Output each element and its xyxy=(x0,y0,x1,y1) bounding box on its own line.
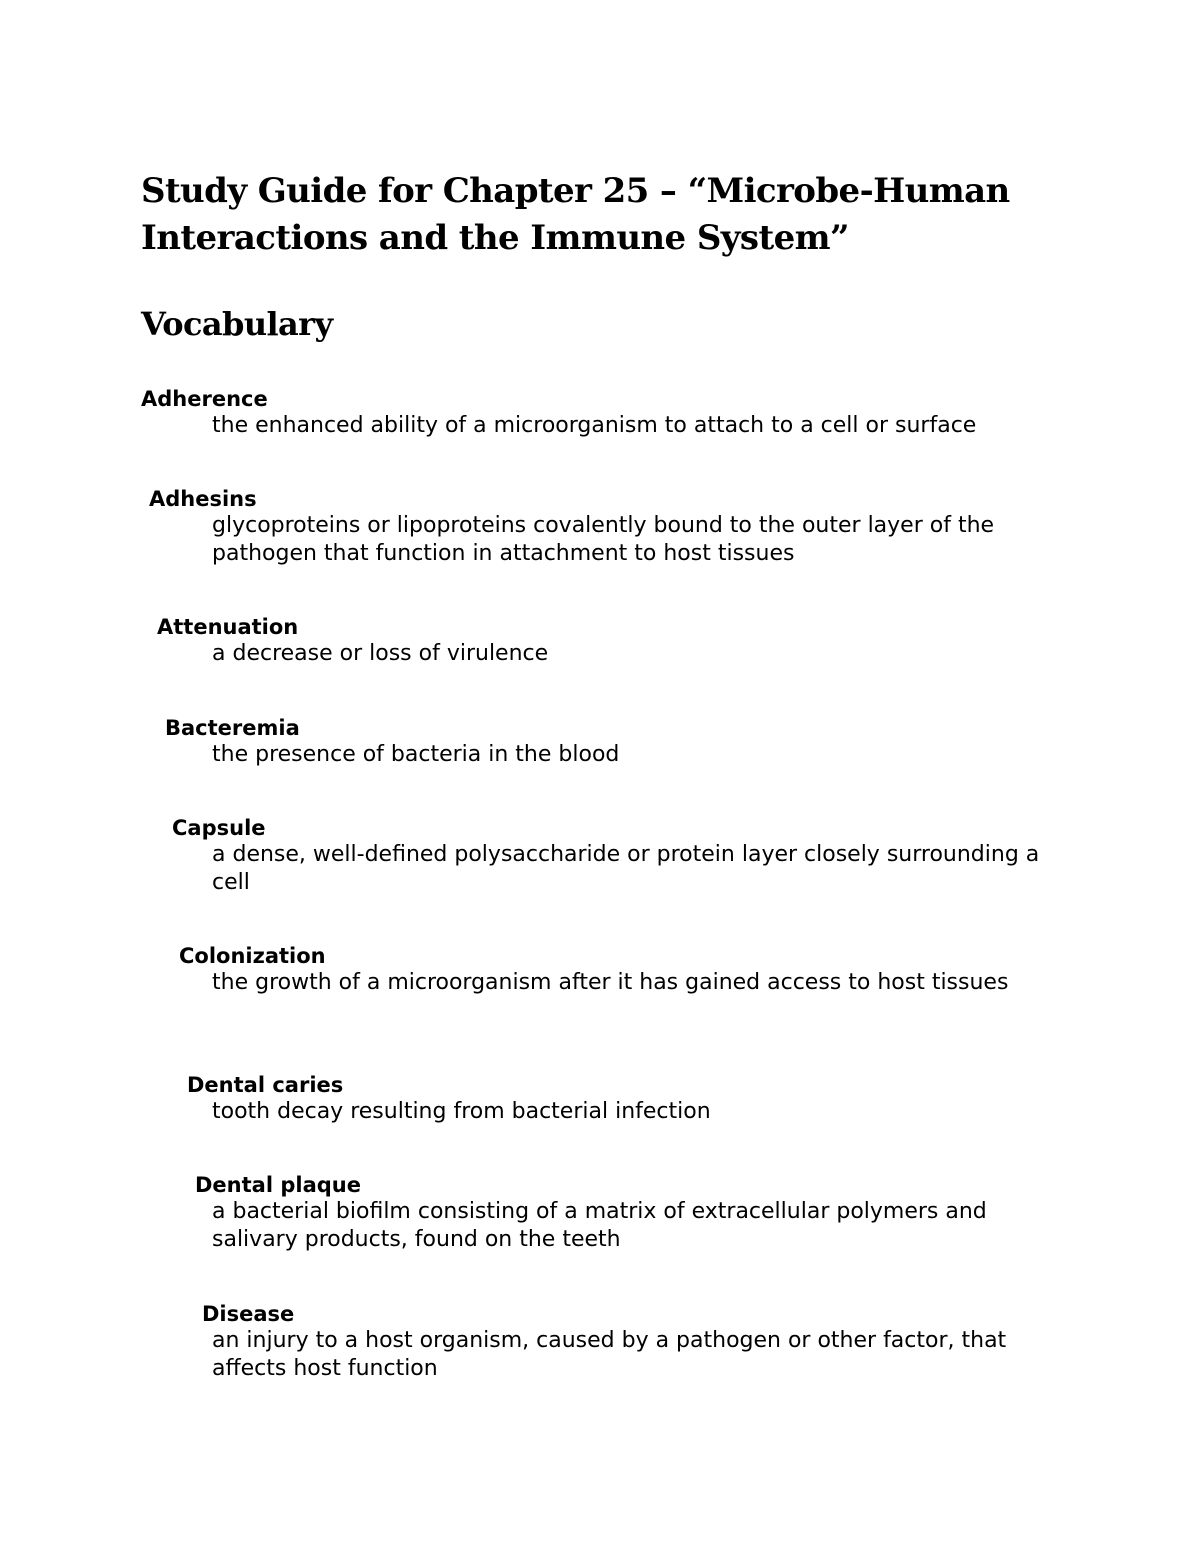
vocabulary-term: Dental caries xyxy=(187,1073,344,1097)
vocabulary-definition: the enhanced ability of a microorganism to attach to a cell or surface xyxy=(212,413,977,438)
vocabulary-definition: the presence of bacteria in the blood xyxy=(212,742,620,767)
vocabulary-term: Bacteremia xyxy=(165,716,300,740)
vocabulary-term: Disease xyxy=(202,1302,295,1326)
vocabulary-definition: a dense, well-defined polysaccharide or protein layer closely surrounding a cell xyxy=(212,842,1040,895)
vocabulary-definition: an injury to a host organism, caused by a pathogen or other factor, that affects host function xyxy=(212,1328,1007,1381)
vocabulary-term: Capsule xyxy=(172,816,266,840)
vocabulary-term: Colonization xyxy=(179,944,326,968)
page-title: Study Guide for Chapter 25 – “Microbe-Human Interactions and the Immune System” xyxy=(141,171,1010,258)
vocabulary-definition: a decrease or loss of virulence xyxy=(212,641,549,666)
vocabulary-term: Adhesins xyxy=(149,487,257,511)
vocabulary-definition: glycoproteins or lipoproteins covalently bound to the outer layer of the pathogen that function in attachment to host tissues xyxy=(212,513,995,566)
vocabulary-definition: a bacterial biofilm consisting of a matrix of extracellular polymers and salivary products, found on the teeth xyxy=(212,1199,987,1252)
vocabulary-definition: the growth of a microorganism after it has gained access to host tissues xyxy=(212,970,1009,995)
vocabulary-term: Dental plaque xyxy=(195,1173,361,1197)
vocabulary-definition: tooth decay resulting from bacterial infection xyxy=(212,1099,711,1124)
vocabulary-term: Adherence xyxy=(141,387,268,411)
section-heading-vocabulary: Vocabulary xyxy=(141,305,333,343)
vocabulary-term: Attenuation xyxy=(157,615,299,639)
